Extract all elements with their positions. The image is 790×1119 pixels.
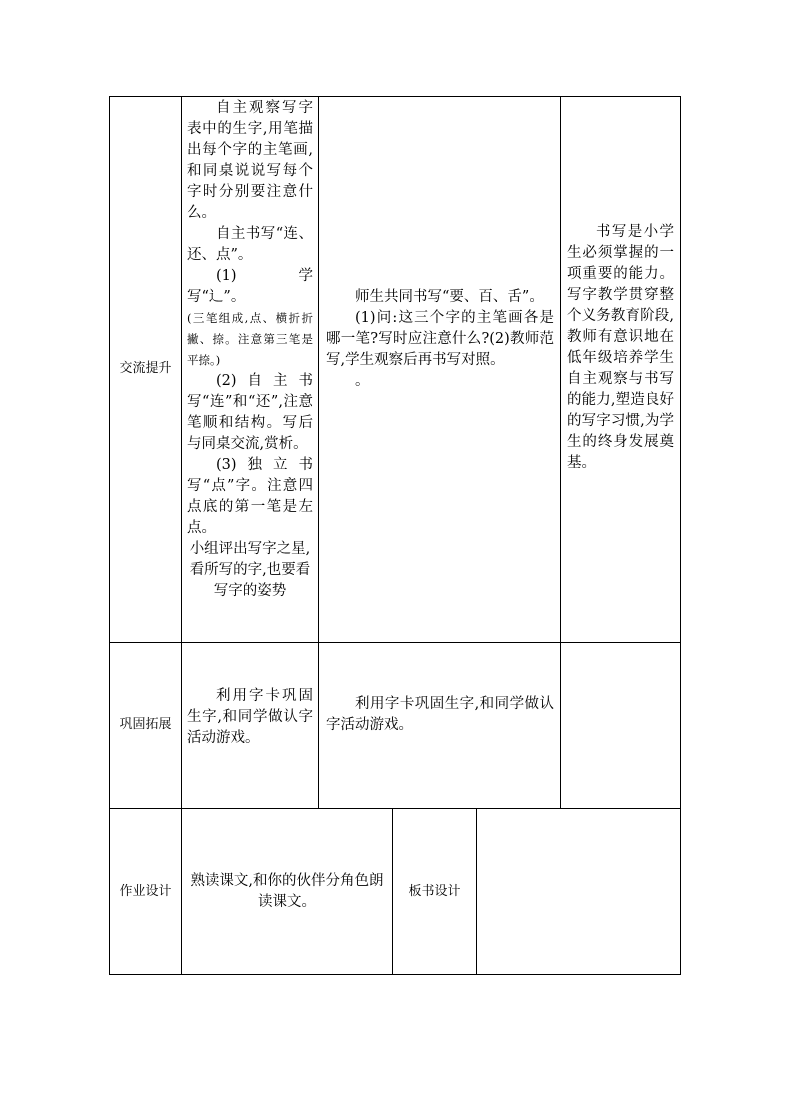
board-design-label: 板书设计 <box>408 884 461 899</box>
student-activity-cell <box>187 98 313 602</box>
teacher-activity-cell <box>326 287 554 392</box>
teacher-text-question: (1)问:这三个字的主笔画各是哪一笔?写时应注意什么?(2)教师范写,学生观察后再书写对照。 <box>326 310 554 368</box>
student-text-lian-huan: (2)自主书写“连”和“还”,注意笔顺和结构。写后与同桌交流,赏析。 <box>187 373 313 452</box>
teacher-consolidate-cell <box>326 694 554 736</box>
table-right-border <box>680 96 681 975</box>
teacher-text-end: 。 <box>355 373 370 389</box>
row1-bottom-border <box>109 642 681 643</box>
homework-cell <box>186 871 388 913</box>
teacher-consolidate-text: 利用字卡巩固生字,和同学做认字活动游戏。 <box>326 696 554 733</box>
student-text-star: 小组评出写字之星,看所写的字,也要看写字的姿势 <box>189 541 311 599</box>
homework-text: 熟读课文,和你的伙伴分角色朗读课文。 <box>190 873 384 910</box>
row-label-exchange: 交流提升 <box>119 361 172 376</box>
student-text-radical: (1) 学写“辶”。 <box>187 268 313 305</box>
student-text-radical-note: (三笔组成,点、横折折撇、捺。注意第三笔是平捺。) <box>187 311 313 367</box>
row-label-consolidate: 巩固拓展 <box>119 717 172 732</box>
col-divider-label <box>181 96 182 975</box>
table-left-border <box>109 96 110 975</box>
table-bottom-border <box>109 974 681 975</box>
col-divider-board-label <box>476 808 477 975</box>
row2-bottom-border <box>109 808 681 809</box>
teacher-text-cowrite: 师生共同书写“要、百、舌”。 <box>355 289 544 305</box>
student-text-dian: (3)独立书写“点”字。注意四点底的第一笔是左点。 <box>187 457 313 536</box>
design-intent-text: 书写是小学生必须掌握的一项重要的能力。写字教学贯穿整个义务教育阶段,教师有意识地在低年级培养学生自主观察与书写的能力,塑造良好的写字习惯,为学生的终身发展奠基。 <box>567 224 674 471</box>
col-divider-student <box>318 96 319 809</box>
student-text-write: 自主书写“连、还、点”。 <box>187 226 313 263</box>
student-consolidate-cell <box>187 686 313 749</box>
col-divider-teacher <box>560 96 561 809</box>
row-label-homework: 作业设计 <box>119 884 172 899</box>
student-text-observe: 自主观察写字表中的生字,用笔描出每个字的主笔画,和同桌说说写每个字时分别要注意什么。 <box>187 100 313 221</box>
design-intent-cell <box>567 222 674 474</box>
table-top-border <box>109 96 681 97</box>
student-consolidate-text: 利用字卡巩固生字,和同学做认字活动游戏。 <box>187 688 313 746</box>
